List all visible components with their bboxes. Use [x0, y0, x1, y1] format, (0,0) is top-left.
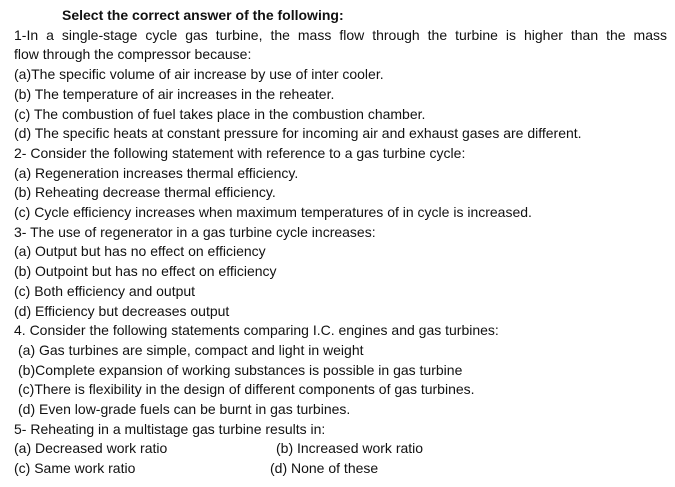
question-3-option-d: (d) Efficiency but decreases output — [14, 302, 230, 319]
question-3-option-c: (c) Both efficiency and output — [14, 282, 196, 299]
question-4-stem: 4. Consider the following statements comparing I.C. engines and gas turbines: — [14, 322, 499, 339]
question-1-option-a: (a)The specific volume of air increase by use of inter cooler. — [14, 66, 384, 83]
question-2 — [14, 144, 667, 223]
question-5-options-row-1 — [14, 439, 667, 459]
question-4-option-b: (b)Complete expansion of working substances is possible in gas turbine — [18, 361, 463, 378]
question-1-option-c: (c) The combustion of fuel takes place in the combustion chamber. — [14, 105, 426, 122]
question-2-option-a: (a) Regeneration increases thermal efficiency. — [14, 164, 299, 181]
question-3-option-b: (b) Outpoint but has no effect on efficiency — [14, 263, 277, 280]
question-1-stem-line-2: flow through the compressor because: — [14, 46, 252, 63]
question-5-option-b: (b) Increased work ratio — [276, 440, 424, 457]
question-1-option-d: (d) The specific heats at constant pressure for incoming air and exhaust gases are different. — [14, 125, 582, 142]
question-4-option-a: (a) Gas turbines are simple, compact and light in weight — [18, 341, 364, 358]
question-5-option-d: (d) None of these — [270, 460, 379, 477]
question-1 — [14, 26, 667, 144]
question-5-option-c: (c) Same work ratio — [14, 460, 136, 477]
question-5-options-row-2 — [14, 459, 667, 479]
question-3-option-a: (a) Output but has no effect on efficiency — [14, 243, 266, 260]
question-5-option-a: (a) Decreased work ratio — [14, 440, 168, 457]
question-5 — [14, 420, 667, 479]
question-4-option-d: (d) Even low-grade fuels can be burnt in gas turbines. — [18, 401, 351, 418]
question-2-option-b: (b) Reheating decrease thermal efficiency. — [14, 184, 276, 201]
question-4 — [14, 321, 667, 420]
question-4-option-c: (c)There is flexibility in the design of different components of gas turbines. — [18, 381, 475, 398]
question-3 — [14, 223, 667, 322]
question-3-stem: 3- The use of regenerator in a gas turbine cycle increases: — [14, 223, 376, 240]
question-5-stem: 5- Reheating in a multistage gas turbine results in: — [14, 420, 326, 437]
question-2-option-c: (c) Cycle efficiency increases when maximum temperatures of in cycle is increased. — [14, 204, 532, 221]
question-1-stem-line-1: 1-In a single-stage cycle gas turbine, the mass flow through the turbine is higher than the mass — [14, 26, 667, 43]
question-1-option-b: (b) The temperature of air increases in the reheater. — [14, 85, 335, 102]
sheet-title: Select the correct answer of the following: — [62, 7, 344, 23]
question-2-stem: 2- Consider the following statement with reference to a gas turbine cycle: — [14, 144, 466, 161]
